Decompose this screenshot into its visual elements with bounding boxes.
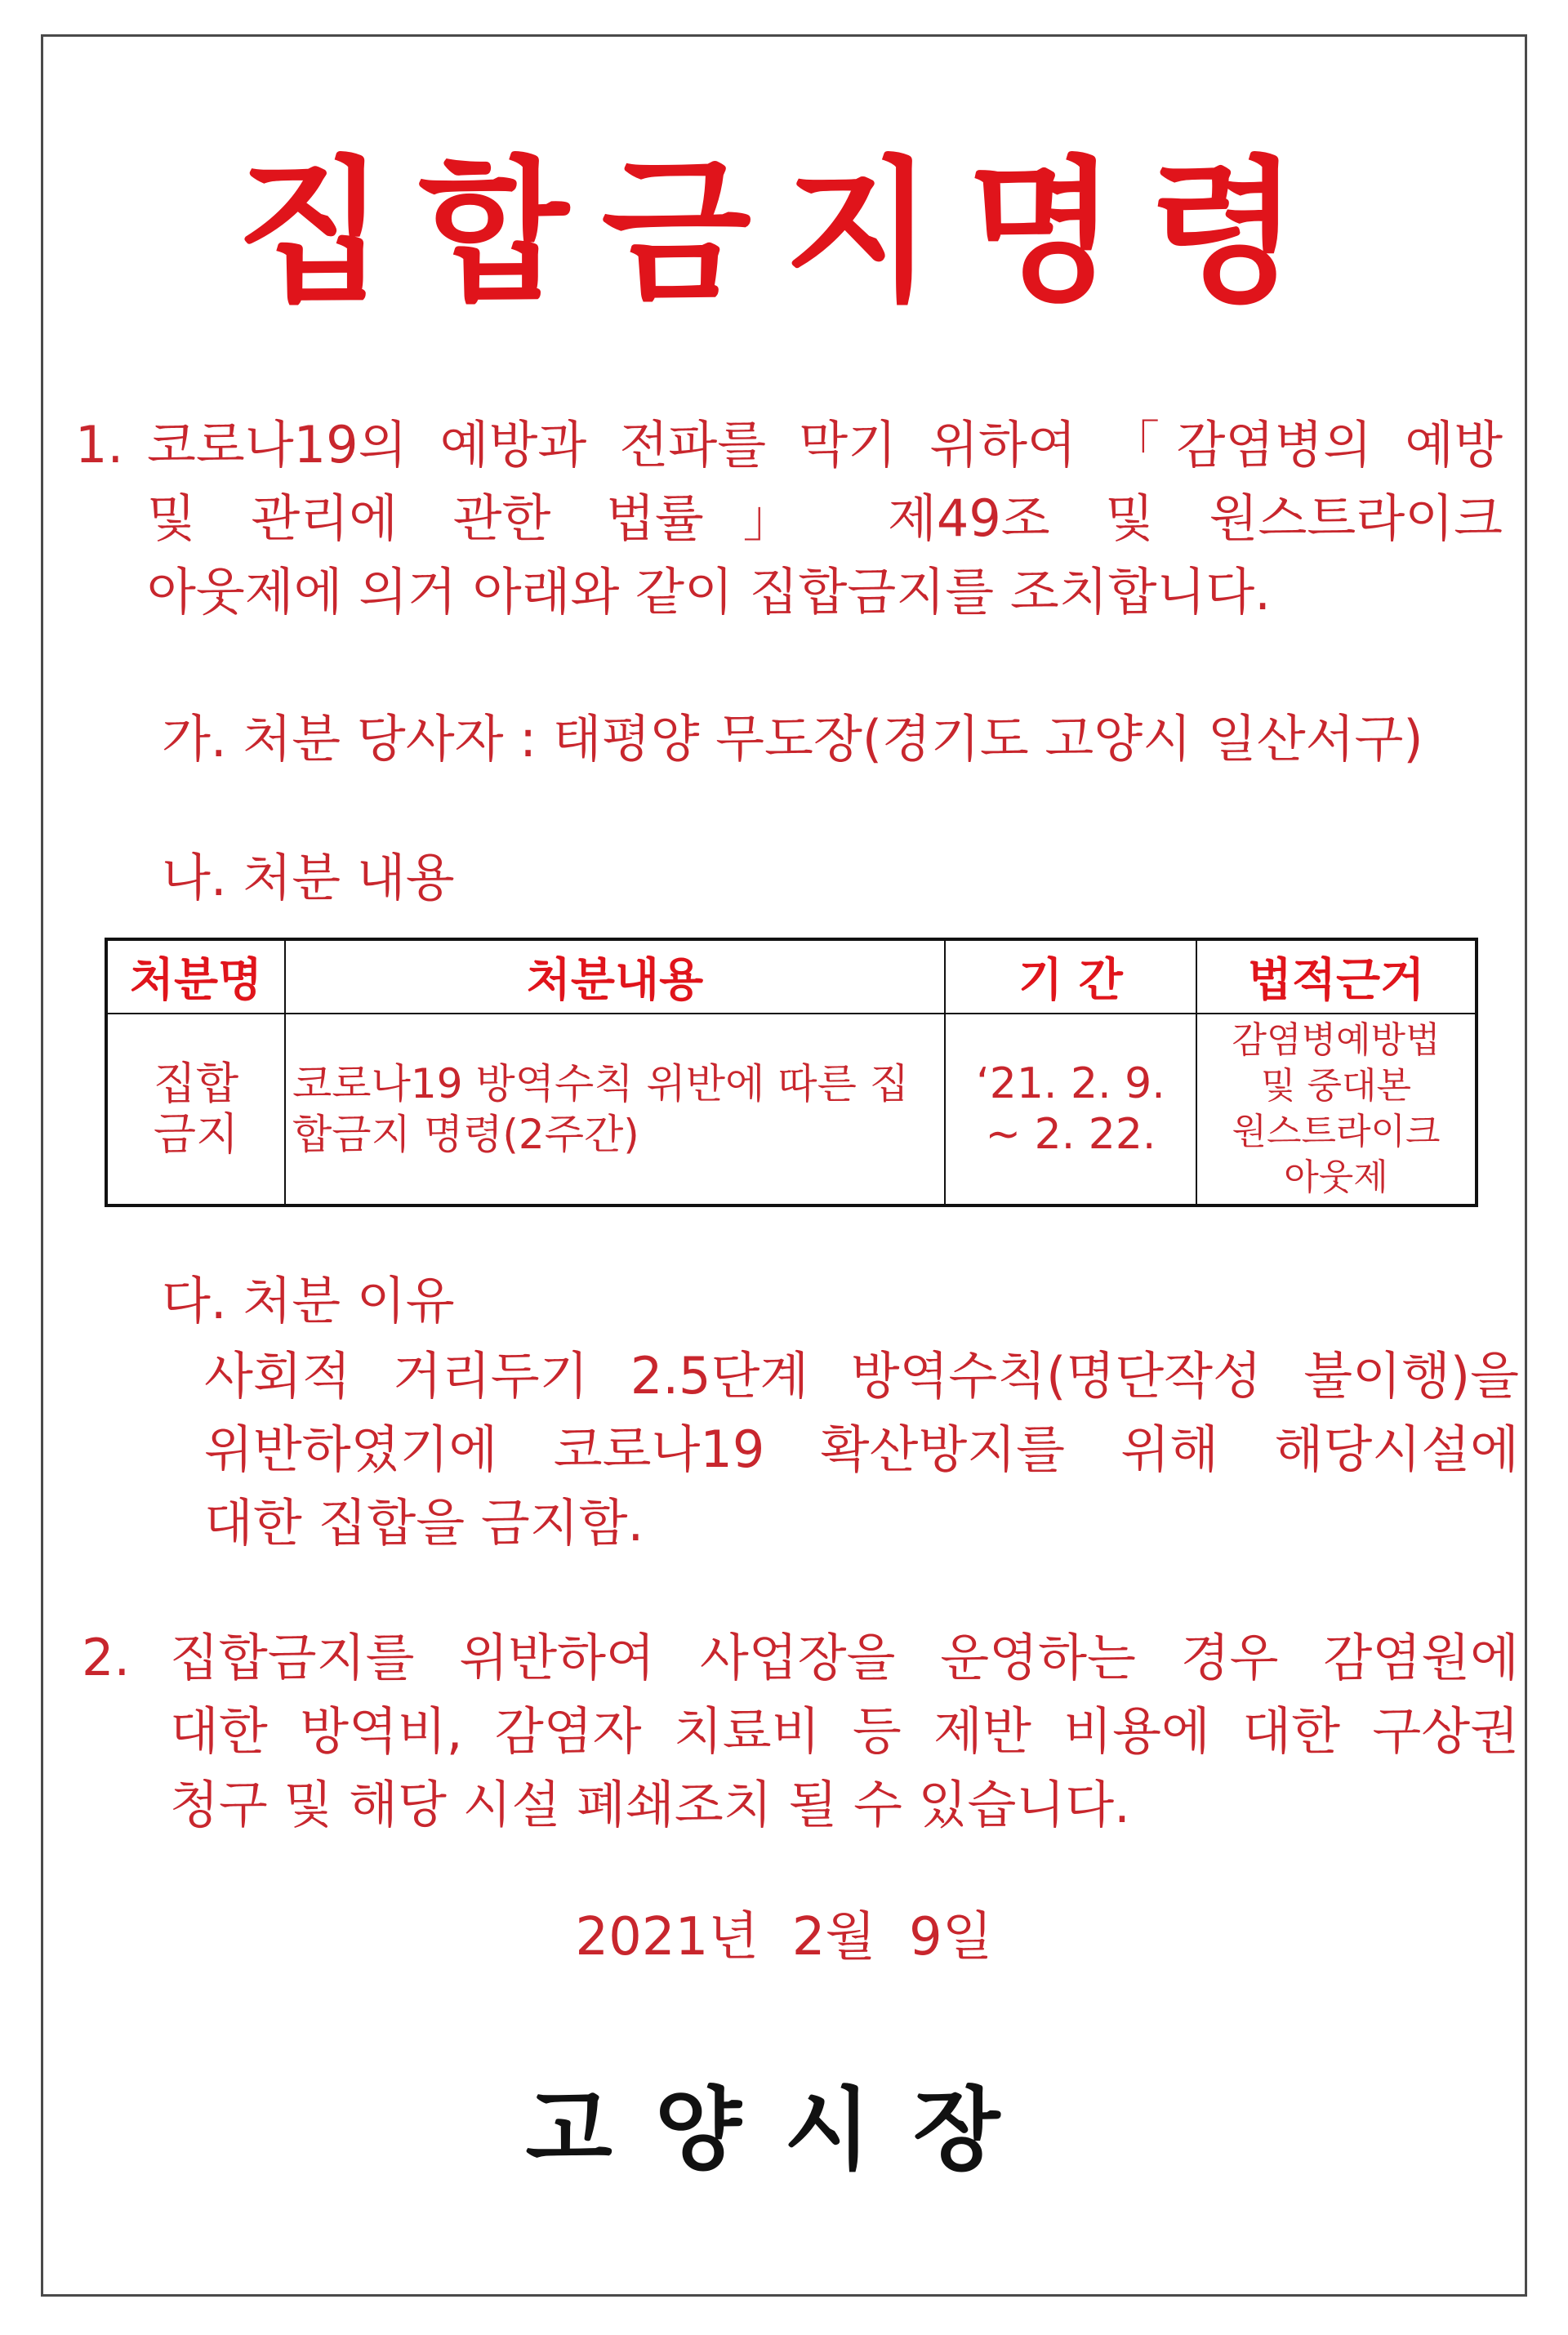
- table-row: [106, 1014, 1477, 1205]
- table-header: 처분명: [106, 939, 285, 1014]
- table-header: 기 간: [945, 939, 1196, 1014]
- sub-da-line-1: 사회적 거리두기 2.5단계 방역수칙(명단작성 불이행)을: [204, 1346, 1519, 1406]
- table-header: 법적근거: [1196, 939, 1477, 1014]
- item1-line-1: 코로나19의 예방과 전파를 막기 위하여 「감염병의 예방: [147, 415, 1503, 475]
- table-header-row: [106, 939, 1477, 1014]
- table-header: 처분내용: [285, 939, 945, 1014]
- table-cell-period: ‘21. 2. 9. ~ 2. 22.: [945, 1014, 1196, 1205]
- item1-line-3: 아웃제에 의거 아래와 같이 집합금지를 조치합니다.: [147, 562, 1271, 622]
- table-cell-basis: 감염병예방법 및 중대본 원스트라이크 아웃제: [1196, 1014, 1477, 1205]
- sub-da-line-2: 위반하였기에 코로나19 확산방지를 위해 해당시설에: [204, 1419, 1519, 1479]
- sub-da-heading: 다. 처분 이유: [162, 1271, 455, 1330]
- table-cell-content: 코로나19 방역수칙 위반에 따른 집합금지 명령(2주간): [285, 1014, 945, 1205]
- table-cell-name: 집합 금지: [106, 1014, 285, 1205]
- issuer-signature: 고양시장: [525, 2078, 1043, 2182]
- issue-date: 2021년 2월 9일: [575, 1907, 993, 1967]
- disposition-table: [105, 938, 1478, 1207]
- item2-line-1: 집합금지를 위반하여 사업장을 운영하는 경우 감염원에: [170, 1628, 1519, 1687]
- item1-text: [147, 408, 1503, 629]
- item1-line-2: 및 관리에 관한 법률」 제49조 및 원스트라이크: [147, 488, 1503, 548]
- item1-number: 1.: [75, 415, 124, 475]
- sub-ga: 가. 처분 당사자 : 태평양 무도장(경기도 고양시 일산서구): [162, 709, 1423, 769]
- document-title: 집합금지명령: [236, 142, 1332, 323]
- sub-da-line-3: 대한 집합을 금지함.: [204, 1493, 644, 1553]
- item2-line-3: 청구 및 해당 시설 폐쇄조치 될 수 있습니다.: [170, 1775, 1130, 1834]
- sub-na: 나. 처분 내용: [162, 848, 455, 907]
- item2-text: [170, 1621, 1519, 1842]
- sub-da-text: [204, 1339, 1519, 1560]
- item2-line-2: 대한 방역비, 감염자 치료비 등 제반 비용에 대한 구상권: [170, 1701, 1519, 1761]
- item2-number: 2.: [82, 1628, 131, 1687]
